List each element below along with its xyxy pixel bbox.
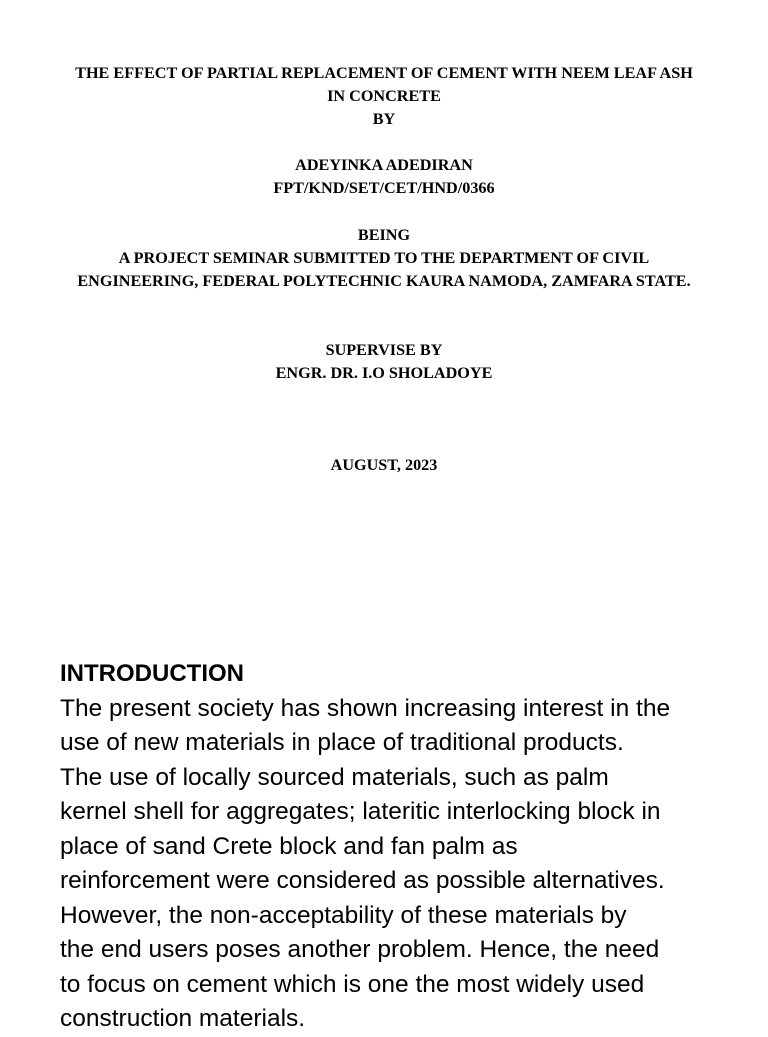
author-block	[10, 154, 758, 200]
introduction-section	[60, 657, 740, 1037]
introduction-line-3: The use of locally sourced materials, such as palm	[60, 763, 609, 791]
supervision-block	[10, 339, 758, 385]
introduction-line-5: place of sand Crete block and fan palm as	[60, 832, 518, 860]
introduction-line-7: However, the non-acceptability of these materials by	[60, 901, 627, 929]
introduction-line-10: construction materials.	[60, 1005, 306, 1032]
supervise-by-label: SUPERVISE BY	[325, 341, 443, 359]
introduction-line-1: The present society has shown increasing interest in the	[60, 694, 671, 722]
by-label: BY	[372, 110, 396, 128]
document-title-line-1: THE EFFECT OF PARTIAL REPLACEMENT OF CEMENT WITH NEEM LEAF ASH	[75, 64, 693, 82]
submission-block	[10, 224, 758, 293]
introduction-line-9: to focus on cement which is one the most widely used	[60, 970, 645, 998]
being-label: BEING	[357, 226, 411, 244]
title-block	[10, 62, 758, 131]
submission-line-2: ENGINEERING, FEDERAL POLYTECHNIC KAURA NAMODA, ZAMFARA STATE.	[77, 272, 691, 290]
introduction-line-6: reinforcement were considered as possible alternatives.	[60, 867, 665, 894]
introduction-line-8: the end users poses another problem. Hence, the need	[60, 936, 660, 963]
author-name: ADEYINKA ADEDIRAN	[295, 156, 473, 174]
submission-line-1: A PROJECT SEMINAR SUBMITTED TO THE DEPARTMENT OF CIVIL	[118, 249, 650, 267]
introduction-heading: INTRODUCTION	[60, 660, 244, 687]
introduction-line-4: kernel shell for aggregates; lateritic interlocking block in	[60, 798, 661, 825]
introduction-line-2: use of new materials in place of traditional products.	[60, 729, 624, 756]
document-title-line-2: IN CONCRETE	[327, 87, 441, 105]
date-block	[10, 454, 758, 477]
submission-date: AUGUST, 2023	[330, 456, 438, 474]
supervisor-name: ENGR. DR. I.O SHOLADOYE	[275, 364, 493, 382]
student-id: FPT/KND/SET/CET/HND/0366	[273, 179, 495, 197]
